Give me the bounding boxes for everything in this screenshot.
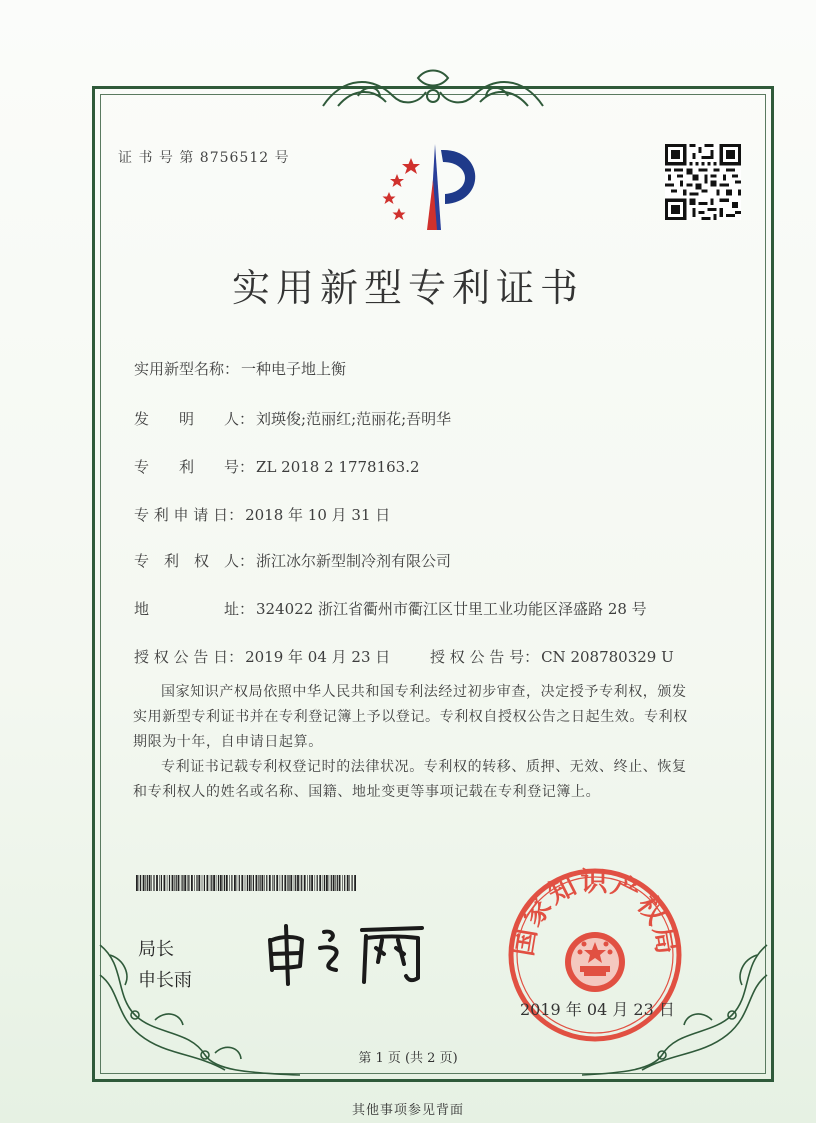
paragraph-grant-statement: 国家知识产权局依照中华人民共和国专利法经过初步审查，决定授予专利权，颁发实用新型专利证书并在专利登记簿上予以登记。专利权自授权公告之日起生效。专利权期限为十年，自申请日起算。 [133,684,688,750]
field-value: 2018 年 10 月 31 日 [245,506,391,524]
field-label: 地 址： [134,600,255,618]
field-value: 浙江冰尔新型制冷剂有限公司 [256,552,452,570]
signature-icon [262,918,432,988]
field-inventors [134,408,451,429]
field-patentee [134,550,451,571]
footer-note: 其他事项参见背面 [351,1103,464,1118]
field-filing-date [134,504,390,525]
field-value: 一种电子地上衡 [241,360,347,378]
field-value: CN 208780329 U [541,648,674,666]
field-patent-number [134,456,420,477]
field-value: 2019 年 04 月 23 日 [245,648,391,666]
seal-date: 2019 年 04 月 23 日 [520,1000,675,1019]
director-title: 局长 [138,939,174,960]
field-value: ZL 2018 2 1778163.2 [256,458,420,476]
field-label: 专 利 权 人： [134,552,255,570]
field-grant-number [430,646,674,667]
field-value: 刘瑛俊;范丽红;范丽花;吾明华 [256,410,452,428]
paragraph-legal-status: 专利证书记载专利权登记时的法律状况。专利权的转移、质押、无效、终止、恢复和专利权人的姓名或名称、国籍、地址变更等事项记载在专利登记簿上。 [133,759,687,800]
director-name: 申长雨 [138,970,192,991]
barcode-icon [136,875,358,891]
field-label: 专 利 申 请 日： [134,506,244,524]
certificate-number: 证 书 号 第 8756512 号 [118,150,290,166]
field-label: 授 权 公 告 号： [430,648,540,666]
qr-code-icon [665,144,741,220]
cnipa-logo-icon [375,140,490,235]
field-grant-date [134,646,390,667]
field-label: 专 利 号： [134,458,255,476]
certificate-title: 实用新型专利证书 [231,266,584,310]
field-label: 发 明 人： [134,410,255,428]
top-ornament-icon [318,66,548,112]
field-utility-model-name [134,358,346,379]
svg-text:国家知识产权局: 国家知识产权局 [507,866,683,959]
field-label: 实用新型名称： [134,360,240,378]
page-number: 第 1 页 (共 2 页) [358,1051,458,1066]
field-value: 324022 浙江省衢州市衢江区廿里工业功能区泽盛路 28 号 [256,600,647,618]
field-address [134,598,647,619]
field-label: 授 权 公 告 日： [134,648,244,666]
